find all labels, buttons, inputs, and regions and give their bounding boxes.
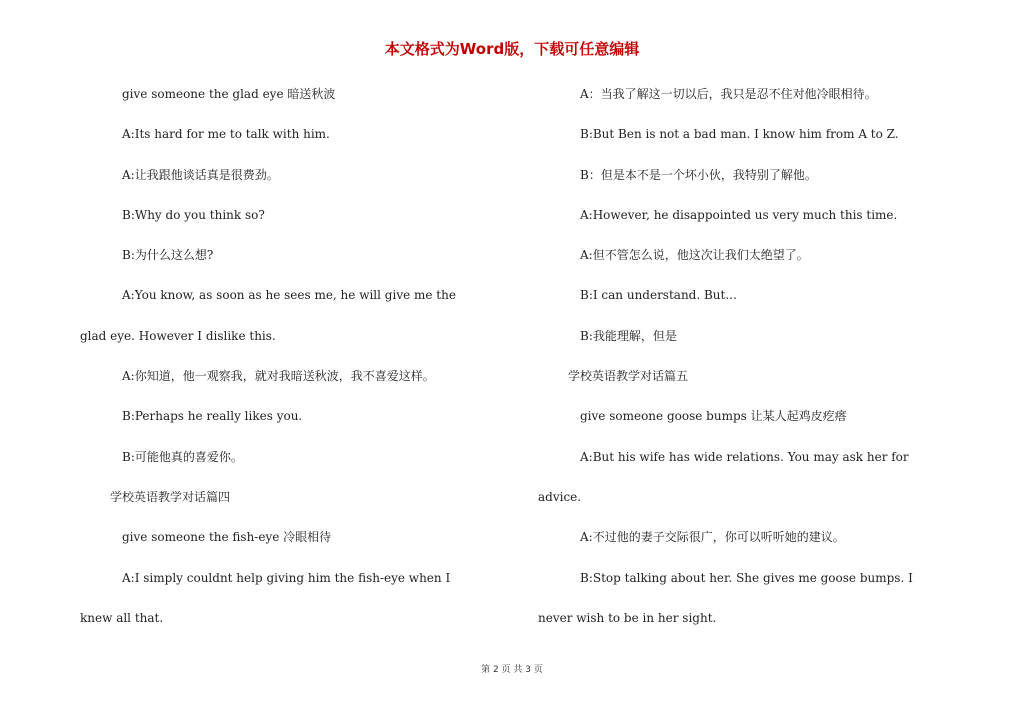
right-text-line: A:但不管怎么说，他这次让我们太绝望了。 [580, 248, 809, 263]
left-text-line: knew all that. [80, 610, 164, 625]
right-text-line: A:不过他的妻子交际很广，你可以听听她的建议。 [580, 530, 845, 545]
right-text-line: B:But Ben is not a bad man. I know him from A to Z. [580, 127, 899, 142]
left-text-line: B:为什么这么想? [122, 248, 214, 263]
word-format-banner: 本文格式为Word版，下载可任意编辑 [384, 40, 640, 58]
page-number-footer: 第 2 页 共 3 页 [481, 665, 543, 675]
right-text-line: A：当我了解这一切以后，我只是忍不住对他冷眼相待。 [580, 87, 877, 101]
left-text-line: A:你知道，他一观察我，就对我暗送秋波，我不喜爱这样。 [122, 369, 435, 384]
right-text-line: give someone goose bumps 让某人起鸡皮疙瘩 [580, 409, 847, 424]
right-column [538, 80, 958, 644]
right-text-line: never wish to be in her sight. [538, 610, 717, 625]
right-text-line: advice. [538, 489, 582, 504]
left-text-line: B:Why do you think so? [122, 207, 265, 222]
left-text-line: B:可能他真的喜爱你。 [122, 449, 243, 464]
right-text-line: B:Stop talking about her. She gives me goose bumps. I [580, 570, 913, 585]
right-section-heading: 学校英语教学对话篇五 [568, 369, 689, 384]
right-text-line: B:I can understand. But... [580, 288, 737, 303]
left-text-line: A:Its hard for me to talk with him. [122, 127, 330, 142]
left-text-line: give someone the fish-eye 冷眼相待 [122, 530, 332, 545]
right-text-line: B:我能理解，但是 [580, 328, 677, 343]
left-text-line: glad eye. However I dislike this. [80, 328, 276, 343]
left-text-line: give someone the glad eye 暗送秋波 [122, 87, 336, 101]
right-text-line: A:But his wife has wide relations. You may ask her for [580, 449, 909, 464]
left-section-heading: 学校英语教学对话篇四 [110, 489, 231, 504]
right-text-line: A:However, he disappointed us very much this time. [580, 207, 898, 222]
left-column [80, 80, 500, 644]
left-text-line: A:You know, as soon as he sees me, he will give me the [122, 288, 456, 303]
right-text-line: B：但是本不是一个坏小伙，我特别了解他。 [580, 167, 817, 182]
left-text-line: A:让我跟他谈话真是很费劲。 [122, 167, 279, 182]
left-text-line: A:I simply couldnt help giving him the fish-eye when I [122, 570, 451, 585]
left-text-line: B:Perhaps he really likes you. [122, 409, 303, 424]
